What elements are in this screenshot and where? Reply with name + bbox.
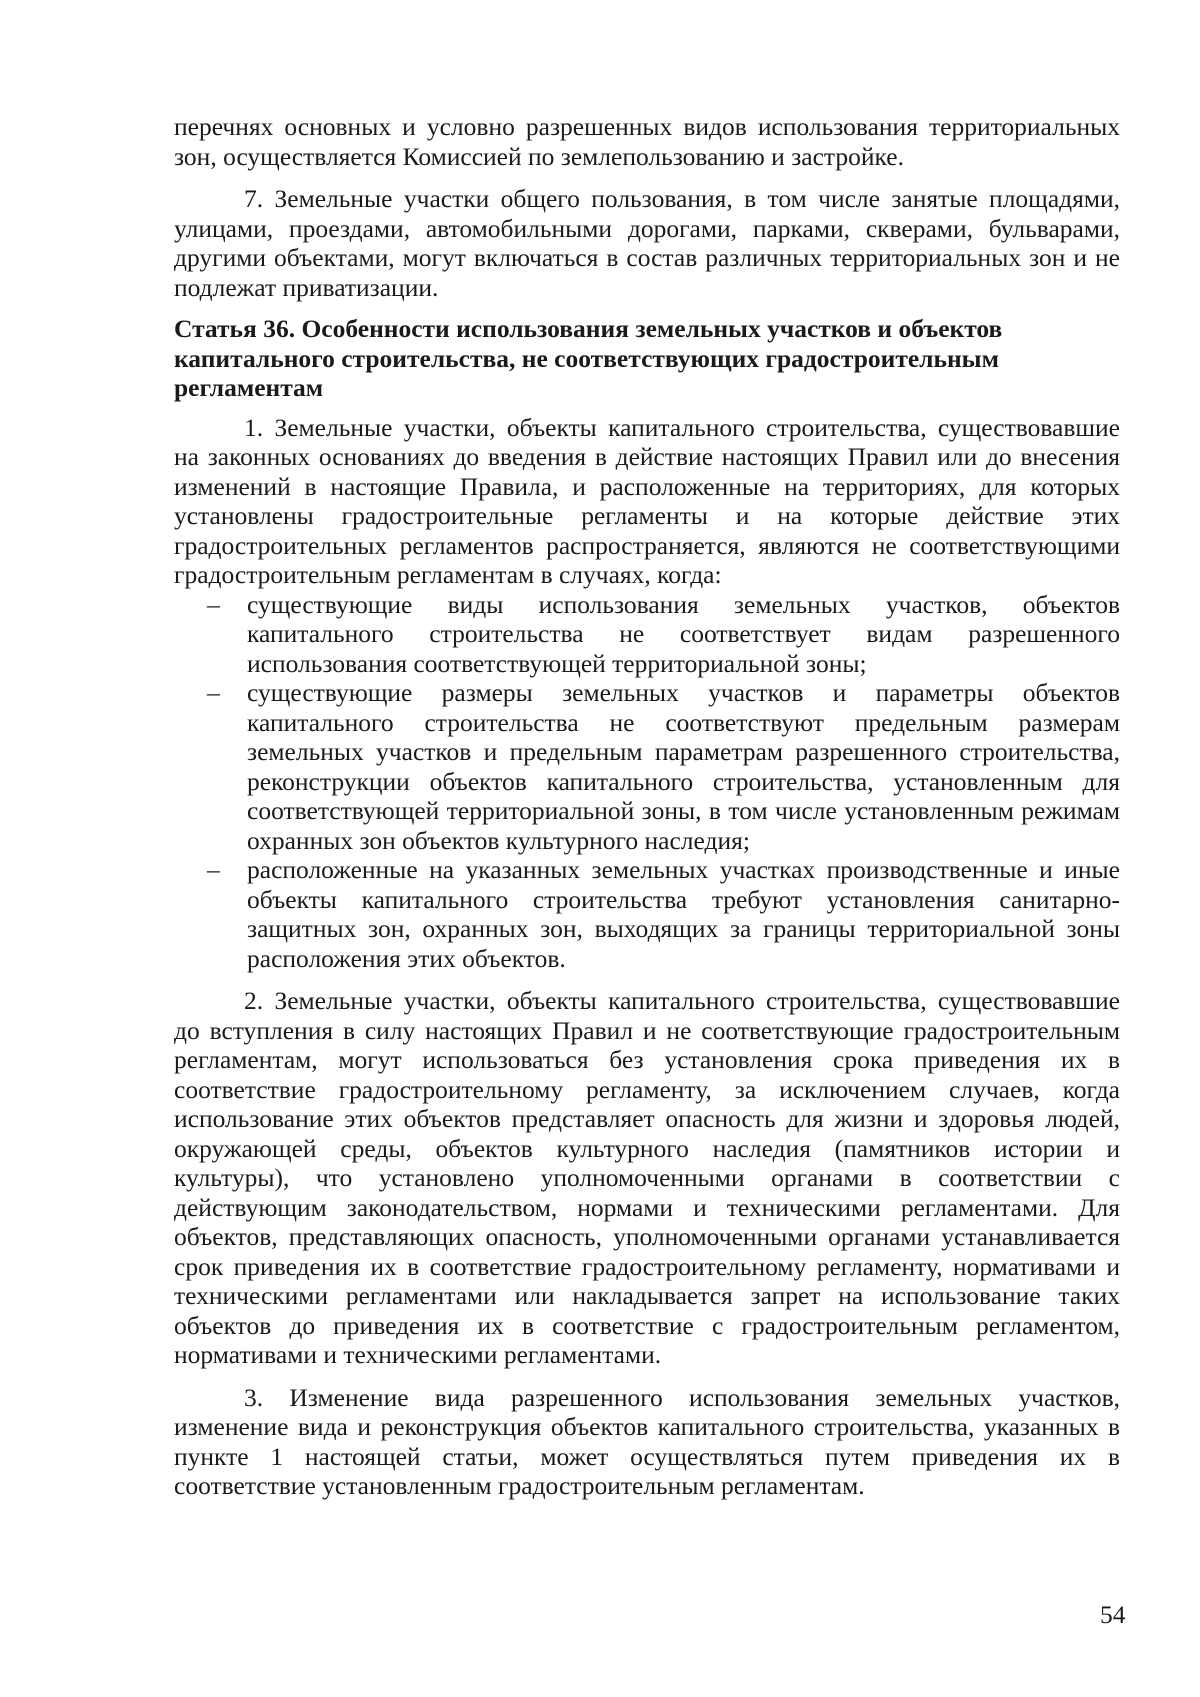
paragraph-intro: перечнях основных и условно разрешенных видов использования территориальных зон, осуществляется Комиссией по землепользованию и застройке. [174,112,1120,171]
paragraph-1: 1. Земельные участки, объекты капитального строительства, существовавшие на законных основаниях до введения в действие настоящих Правил или до внесения изменений в настоящие Правила, и расположенные на территориях, для которых установлены градостроительные регламенты и на которые действие этих градостроительных регламентов распространяется, являются не соответствующими градостроительным регламентам в случаях, когда: [174,412,1120,589]
dash-bullet: – [207,855,220,884]
list-item-text: существующие виды использования земельных участков, объектов капитального строительства не соответствует видам разрешенного использования соответствующей территориальной зоны; [247,589,1120,678]
list-item [174,678,1120,855]
dash-bullet: – [207,678,220,707]
list-item [174,590,1120,679]
paragraph-7: 7. Земельные участки общего пользования, в том числе занятые площадями, улицами, проездами, автомобильными дорогами, парками, скверами, бульварами, другими объектами, могут включаться в состав различных территориальных зон и не подлежат приватизации. [174,184,1120,302]
dash-list [174,590,1120,974]
dash-bullet: – [207,589,220,619]
list-item [174,855,1120,973]
page-number: 54 [1100,1600,1126,1629]
list-item-text: расположенные на указанных земельных участках производственные и иные объекты капитального строительства требуют установления санитарно-защитных зон, охранных зон, выходящих за границы территориальной зоны расположения этих объектов. [247,855,1120,973]
article-heading: Статья 36. Особенности использования земельных участков и объектов капитального строительства, не соответствующих градостроительным регламентам [174,314,1003,402]
document-page [174,112,1120,1501]
paragraph-2: 2. Земельные участки, объекты капитального строительства, существовавшие до вступления в силу настоящих Правил и не соответствующие градостроительным регламентам, могут использоваться без установления срока приведения их в соответствие градостроительному регламенту, за исключением случаев, когда использование этих объектов представляет опасность для жизни и здоровья людей, окружающей среды, объектов культурного наследия (памятников истории и культуры), что установлено уполномоченными органами в соответствии с действующим законодательством, нормами и техническими регламентами. Для объектов, представляющих опасность, уполномоченными органами устанавливается срок приведения их в соответствие градостроительному регламенту, нормативами и техническими регламентами или накладывается запрет на использование таких объектов до приведения их в соответствие с градостроительным регламентом, нормативами и техническими регламентами. [174,986,1120,1369]
paragraph-3: 3. Изменение вида разрешенного использования земельных участков, изменение вида и реконструкция объектов капитального строительства, указанных в пункте 1 настоящей статьи, может осуществляться путем приведения их в соответствие установленным градостроительным регламентам. [174,1382,1120,1500]
list-item-text: существующие размеры земельных участков и параметры объектов капитального строительства не соответствуют предельным размерам земельных участков и предельным параметрам разрешенного строительства, реконструкции объектов капитального строительства, установленным для соответствующей территориальной зоны, в том числе установленным режимам охранных зон объектов культурного наследия; [247,678,1120,855]
